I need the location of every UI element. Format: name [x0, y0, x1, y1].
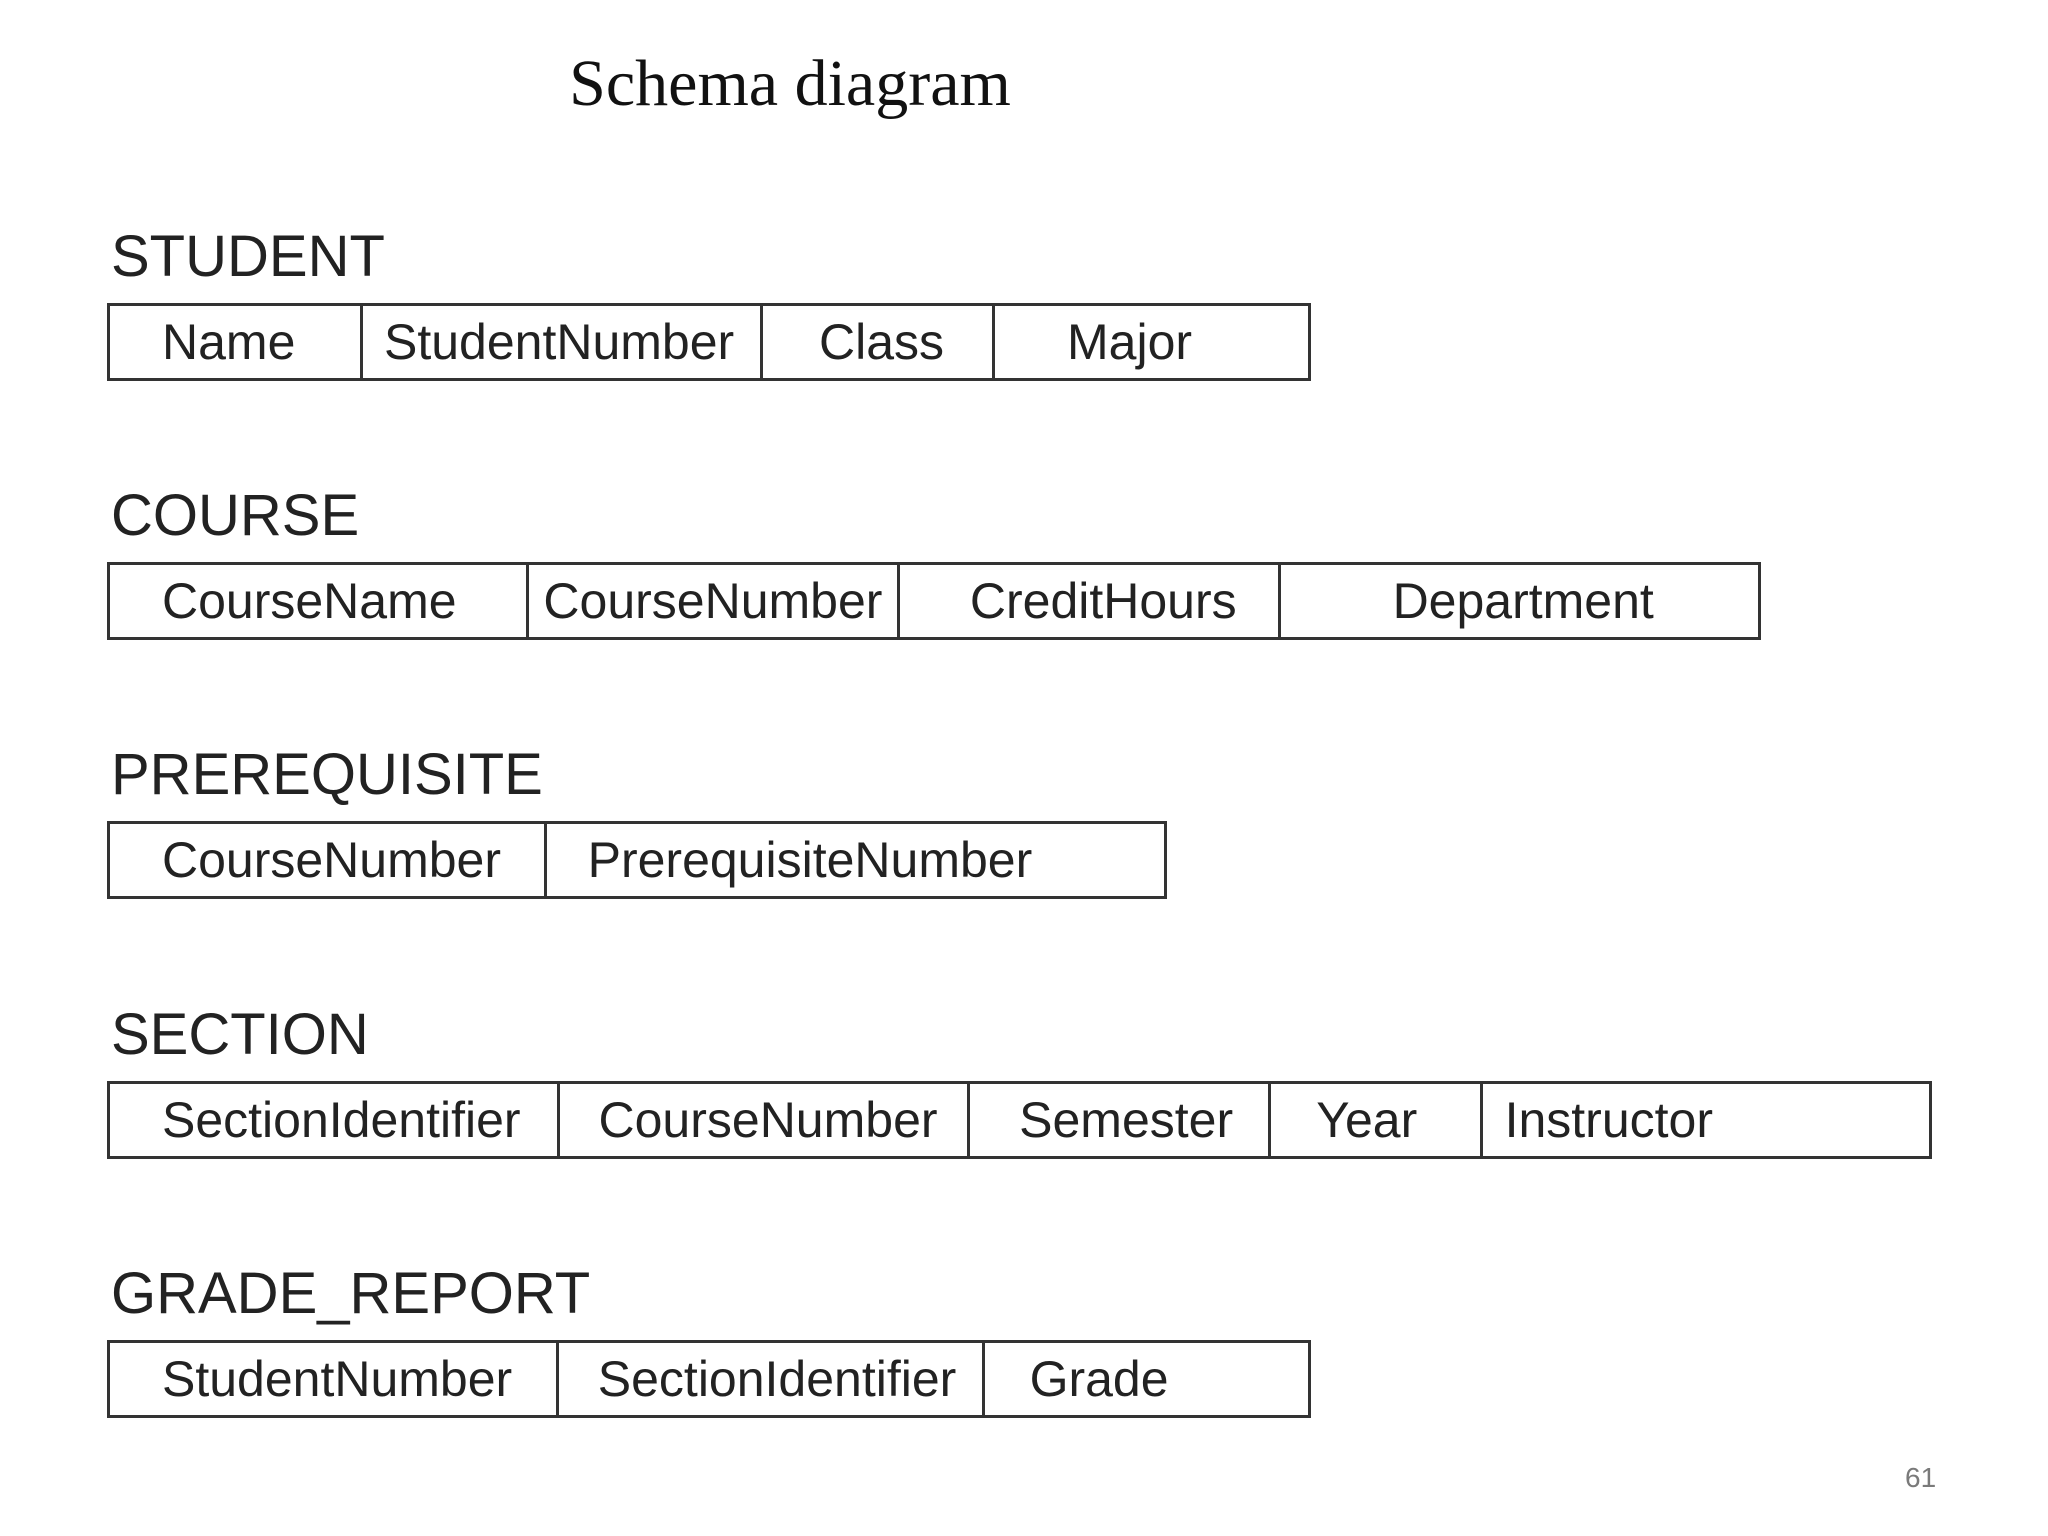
attribute-cell: Major: [992, 306, 1308, 378]
attribute-cell: Department: [1278, 565, 1758, 637]
attribute-cell: Instructor: [1480, 1084, 1929, 1156]
relation-name: STUDENT: [111, 224, 385, 289]
attribute-cell: Grade: [982, 1343, 1308, 1415]
page-number: 61: [1905, 1462, 1937, 1493]
attribute-cell: Class: [760, 306, 992, 378]
attribute-row: [107, 821, 1167, 899]
attribute-cell: Name: [162, 314, 296, 370]
slide-title: Schema diagram: [569, 47, 1011, 120]
attribute-row: [107, 1340, 1311, 1418]
attribute-cell: CourseNumber: [557, 1084, 968, 1156]
attribute-cell: CourseName: [162, 573, 457, 629]
attribute-cell: SectionIdentifier: [162, 1092, 521, 1148]
relation-name: GRADE_REPORT: [111, 1261, 591, 1326]
relation-name: SECTION: [111, 1002, 369, 1067]
attribute-cell: Year: [1268, 1084, 1479, 1156]
attribute-row: [107, 562, 1761, 640]
attribute-cell: CourseNumber: [162, 832, 502, 888]
attribute-row: [107, 1081, 1932, 1159]
attribute-row: [107, 303, 1311, 381]
relation-name: COURSE: [111, 483, 360, 548]
attribute-cell: Semester: [967, 1084, 1268, 1156]
attribute-cell: CreditHours: [897, 565, 1278, 637]
attribute-cell: StudentNumber: [360, 306, 760, 378]
attribute-cell: StudentNumber: [162, 1351, 513, 1407]
relation-name: PREREQUISITE: [111, 742, 543, 807]
attribute-cell: SectionIdentifier: [556, 1343, 982, 1415]
attribute-cell: PrerequisiteNumber: [544, 824, 1164, 896]
attribute-cell: CourseNumber: [526, 565, 896, 637]
